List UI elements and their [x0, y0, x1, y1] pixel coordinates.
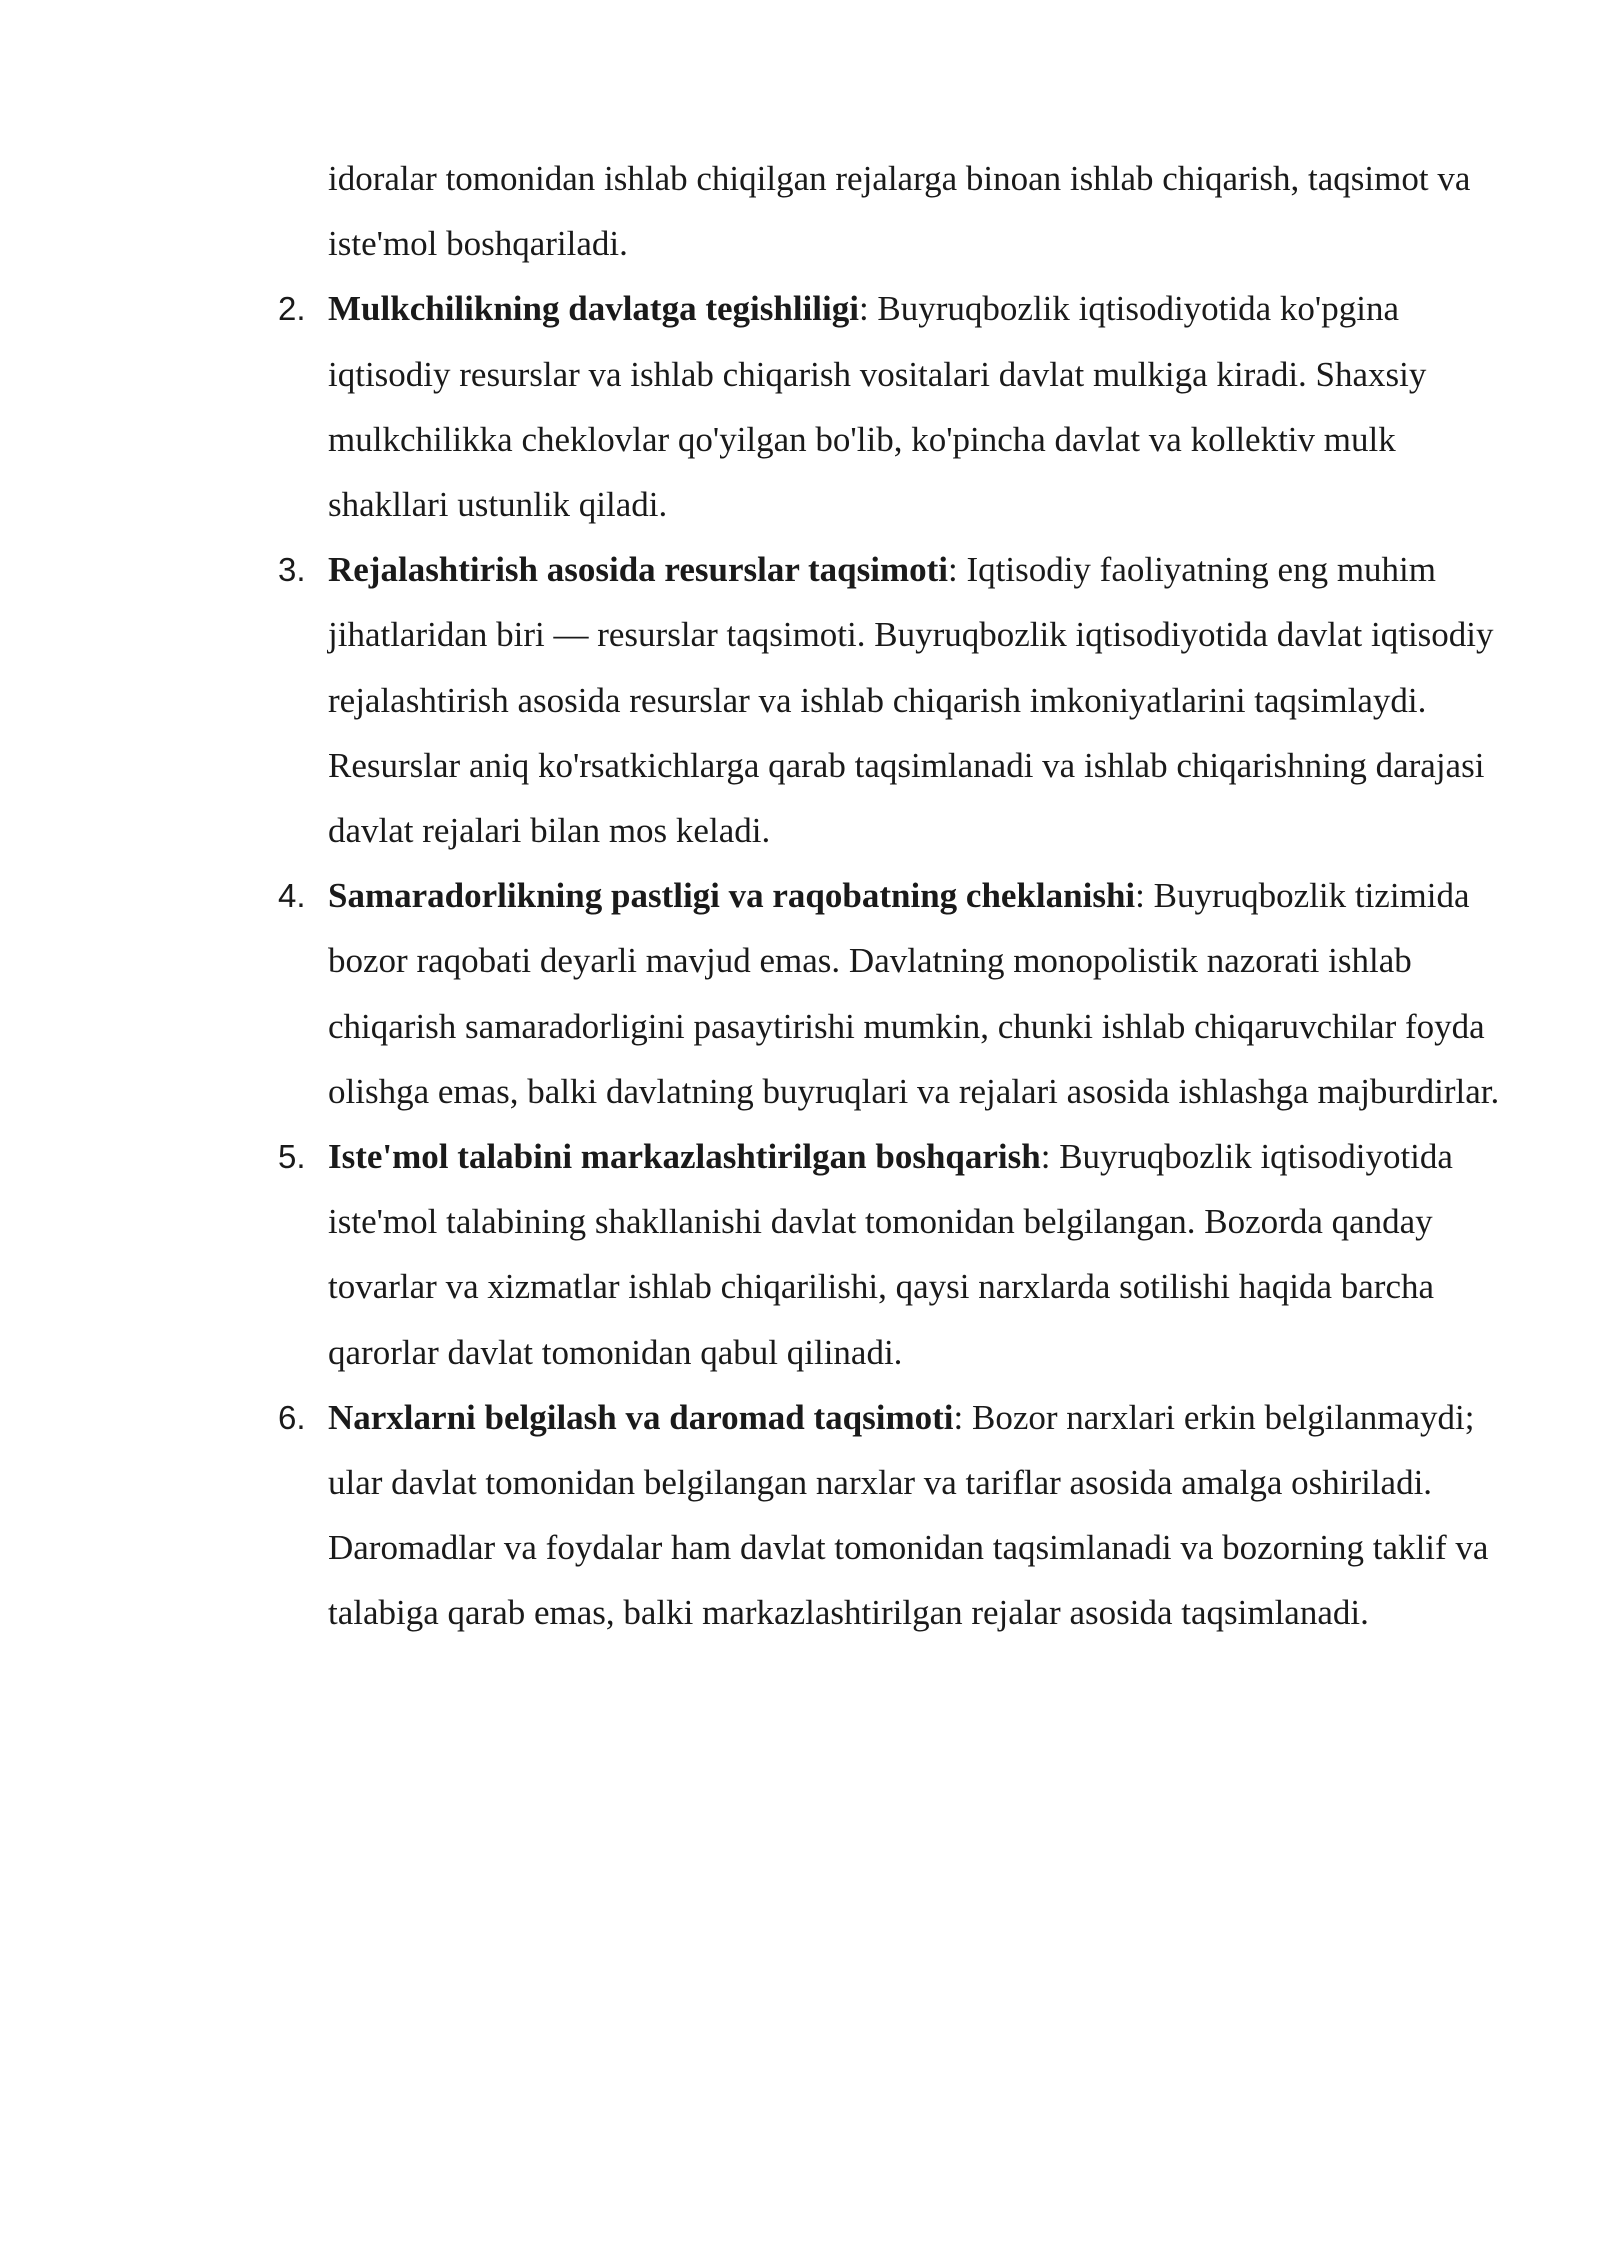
- list-item-term: Iste'mol talabini markazlashtirilgan boshqarish: [328, 1137, 1041, 1177]
- list-item-number: 4.: [278, 877, 306, 915]
- list-item-term: Samaradorlikning pastligi va raqobatning cheklanishi: [328, 876, 1136, 916]
- list-item-number: 5.: [278, 1138, 306, 1176]
- list-item-term: Mulkchilikning davlatga tegishliligi: [328, 289, 859, 329]
- list-item-term: Narxlarni belgilash va daromad taqsimoti: [328, 1397, 954, 1437]
- list-item: [278, 1385, 1518, 1646]
- list-item-number: 6.: [278, 1398, 306, 1436]
- list-item-term: Rejalashtirish asosida resurslar taqsimoti: [328, 550, 948, 590]
- page-content: [278, 146, 1518, 1646]
- list-item: [278, 1124, 1518, 1385]
- list-item-text: : Buyruqbozlik tizimida bozor raqobati deyarli mavjud emas. Davlatning monopolistik nazorati ishlab chiqarish samaradorligini pasaytirishi mumkin, chunki ishlab chiqaruvchilar foyda olishga emas, balki davlatning buyruqlari va rejalari asosida ishlashga majburdirlar.: [328, 876, 1500, 1111]
- continuation-paragraph: idoralar tomonidan ishlab chiqilgan rejalarga binoan ishlab chiqarish, taqsimot va iste'mol boshqariladi.: [328, 159, 1471, 264]
- list-item-number: 2.: [278, 290, 306, 328]
- list-item: [278, 863, 1518, 1124]
- list-item-text: : Buyruqbozlik iqtisodiyotida ko'pgina iqtisodiy resurslar va ishlab chiqarish vositalari davlat mulkiga kiradi. Shaxsiy mulkchilikka cheklovlar qo'yilgan bo'lib, ko'pincha davlat va kollektiv mulk shakllari ustunlik qiladi.: [328, 289, 1427, 525]
- list-item-text: : Buyruqbozlik iqtisodiyotida iste'mol talabining shakllanishi davlat tomonidan belgilangan. Bozorda qanday tovarlar va xizmatlar ishlab chiqarilishi, qaysi narxlarda sotilishi haqida barcha qarorlar davlat tomonidan qabul qilinadi.: [328, 1137, 1453, 1372]
- list-item-text: : Bozor narxlari erkin belgilanmaydi; ular davlat tomonidan belgilangan narxlar va tariflar asosida amalga oshiriladi. Daromadlar va foydalar ham davlat tomonidan taqsimlanadi va bozorning taklif va talabiga qarab emas, balki markazlashtirilgan rejalar asosida taqsimlanadi.: [328, 1397, 1489, 1633]
- list-item: [278, 537, 1518, 863]
- list-item-number: 3.: [278, 551, 306, 589]
- list-item: [278, 276, 1518, 537]
- list-item-text: : Iqtisodiy faoliyatning eng muhim jihatlaridan biri — resurslar taqsimoti. Buyruqbozlik iqtisodiyotida davlat iqtisodiy rejalashtirish asosida resurslar va ishlab chiqarish imkoniyatlarini taqsimlaydi. Resurslar aniq ko'rsatkichlarga qarab taqsimlanadi va ishlab chiqarishning darajasi davlat rejalari bilan mos keladi.: [328, 550, 1494, 851]
